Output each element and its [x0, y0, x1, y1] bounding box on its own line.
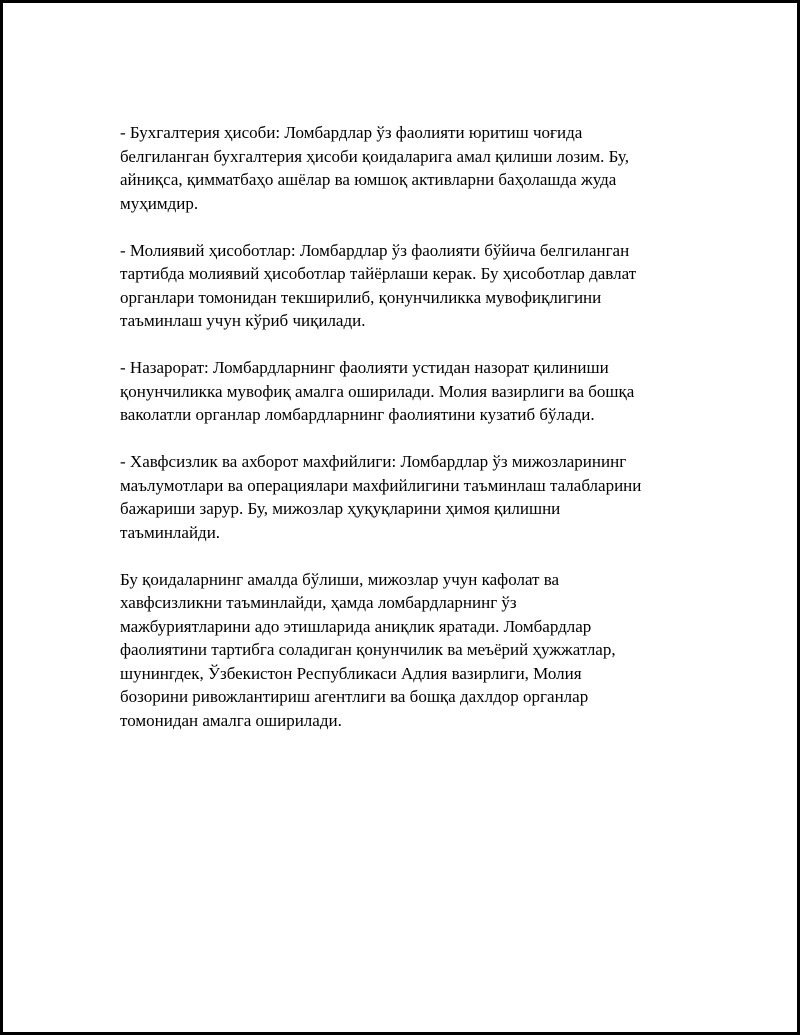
paragraph-line: таъминлайди.: [120, 522, 221, 542]
paragraph-line: тартибда молиявий ҳисоботлар тайёрлаши керак. Бу ҳисоботлар давлат: [120, 264, 637, 283]
document-body: [120, 121, 720, 756]
paragraph-line: органлари томонидан текширилиб, қонунчиликка мувофиқлигини: [120, 287, 602, 307]
paragraph-line: - Хавфсизлик ва ахборот махфийлиги: Ломбардлар ўз мижозларининг: [120, 452, 627, 471]
paragraph-line: бозорини ривожлантириш агентлиги ва бошқа дахлдор органлар: [120, 687, 589, 706]
paragraph-line: муҳимдир.: [120, 193, 199, 213]
paragraph-line: таъминлаш учун кўриб чиқилади.: [120, 311, 366, 330]
paragraph-line: томонидан амалга оширилади.: [120, 710, 342, 730]
paragraph-conclusion: [120, 568, 720, 733]
paragraph-line: хавфсизликни таъминлайди, ҳамда ломбардларнинг ўз: [120, 593, 517, 612]
paragraph-line: шунингдек, Ўзбекистон Республикаси Адлия вазирлиги, Молия: [120, 663, 582, 683]
paragraph-line: белгиланган бухгалтерия ҳисоби қоидаларига амал қилиши лозим. Бу,: [120, 146, 629, 166]
paragraph-line: фаолиятини тартибга соладиган қонунчилик ва меъёрий ҳужжатлар,: [120, 640, 616, 659]
paragraph-line: бажариши зарур. Бу, мижозлар ҳуқуқларини ҳимоя қилишни: [120, 499, 561, 518]
paragraph-line: айниқса, қимматбаҳо ашёлар ва юмшоқ активларни баҳолашда жуда: [120, 170, 617, 189]
paragraph-line: маълумотлари ва операциялари махфийлигини таъминлаш талабларини: [120, 475, 642, 495]
paragraph-line: мажбуриятларини адо этишларида аниқлик яратади. Ломбардлар: [120, 616, 592, 636]
paragraph-line: ваколатли органлар ломбардларнинг фаолиятини кузатиб бўлади.: [120, 405, 595, 424]
paragraph-line: - Назарорат: Ломбардларнинг фаолияти устидан назорат қилиниши: [120, 358, 609, 377]
paragraph-line: Бу қоидаларнинг амалда бўлиши, мижозлар учун кафолат ва: [120, 569, 560, 589]
paragraph-supervision: [120, 356, 720, 427]
paragraph-line: - Бухгалтерия ҳисоби: Ломбардлар ўз фаолияти юритиш чоғида: [120, 123, 583, 142]
paragraph-security-privacy: [120, 450, 720, 544]
paragraph-line: қонунчиликка мувофиқ амалга оширилади. Молия вазирлиги ва бошқа: [120, 381, 635, 401]
paragraph-financial-reports: [120, 239, 720, 333]
paragraph-line: - Молиявий ҳисоботлар: Ломбардлар ўз фаолияти бўйича белгиланган: [120, 240, 630, 260]
paragraph-accounting: [120, 121, 720, 215]
